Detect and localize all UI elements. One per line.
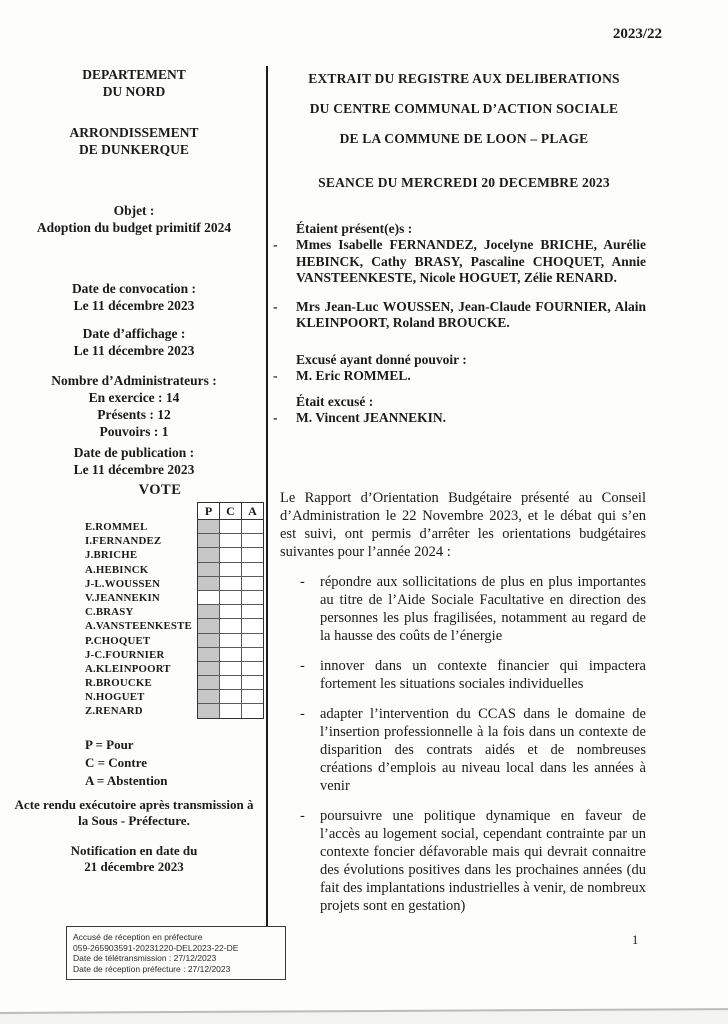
vote-cell — [220, 676, 242, 689]
vote-table-row — [198, 662, 263, 676]
list-dash-marker: - — [300, 573, 305, 590]
list-dash-marker: - — [273, 237, 278, 252]
vote-cell — [198, 520, 220, 533]
orientation-bullet — [268, 807, 660, 915]
vote-voter-name: J-L.WOUSSEN — [85, 577, 161, 590]
orientation-bullet-text: innover dans un contexte financier qui impactera fortement les situations sociales individuelles — [320, 657, 646, 692]
vote-cell — [242, 548, 263, 561]
orientation-bullet — [268, 705, 660, 795]
convocation-value: Le 11 décembre 2023 — [73, 298, 195, 313]
stamp-line: Accusé de réception en préfecture — [73, 932, 203, 942]
vote-cell — [198, 605, 220, 618]
vote-cell — [220, 605, 242, 618]
vote-legend — [85, 736, 255, 790]
orientation-bullet-text: poursuivre une politique dynamique en faveur de l’accès au logement social, cependant contrainte par un contexte foncier défavorable mais qui devrait connaitre des évolutions positives dans les prochaines années (du fait des implantations industrielles à venir, de nombreux projets sont en gestation) — [320, 807, 646, 914]
vote-cell — [242, 634, 263, 647]
notification-note — [0, 843, 268, 875]
department-line: DU NORD — [102, 84, 166, 99]
vote-legend-line: P = Pour — [85, 737, 134, 752]
vote-table-row — [198, 619, 263, 633]
vote-cell — [242, 619, 263, 632]
vote-cell — [220, 634, 242, 647]
arrondissement-line: DE DUNKERQUE — [79, 142, 189, 157]
administrateurs-line: En exercice : 14 — [88, 390, 180, 405]
publication-label: Date de publication : — [73, 445, 195, 460]
present-item-text: Mmes Isabelle FERNANDEZ, Jocelyne BRICHE, Aurélie HEBINCK, Cathy BRASY, Pascaline CHOQUET, Annie VANSTEENKESTE, Nicole HOGUET, Zélie RENARD. — [296, 237, 646, 285]
convocation-label: Date de convocation : — [71, 281, 197, 296]
vote-cell — [242, 534, 263, 547]
excuse-pouvoir-item — [268, 368, 660, 385]
vote-cell — [198, 704, 220, 717]
administrateurs-label: Nombre d’Administrateurs : — [51, 373, 217, 388]
excuse-pouvoir-label: Excusé ayant donné pouvoir : — [296, 351, 467, 367]
vote-cell — [220, 662, 242, 675]
excuse-pouvoir-item-text: M. Eric ROMMEL. — [296, 367, 411, 383]
page-number: 1 — [632, 933, 639, 947]
list-dash-marker: - — [273, 410, 278, 425]
vote-voter-name: R.BROUCKE — [85, 677, 152, 690]
vote-legend-line: C = Contre — [85, 755, 148, 770]
list-dash-marker: - — [300, 807, 305, 824]
vote-cell — [242, 591, 263, 604]
vote-table-row — [198, 534, 263, 548]
arrondissement-block — [0, 124, 268, 158]
vote-cell — [198, 577, 220, 590]
vote-cell — [220, 520, 242, 533]
objet-label: Objet : — [113, 203, 155, 218]
vote-cell — [198, 690, 220, 703]
seance-heading: SEANCE DU MERCREDI 20 DECEMBRE 2023 — [318, 175, 610, 190]
vote-cell — [220, 648, 242, 661]
vote-cell — [198, 534, 220, 547]
stamp-line: Date de réception préfecture : 27/12/2023 — [73, 963, 231, 974]
vote-table-row — [198, 690, 263, 704]
vote-voter-name: Z.RENARD — [85, 705, 143, 718]
vote-table-row — [198, 520, 263, 534]
stamp-line: 059-265903591-20231220-DEL2023-22-DE — [73, 942, 239, 953]
vote-table-row — [198, 605, 263, 619]
vote-cell — [220, 619, 242, 632]
vote-column-header: A — [248, 504, 257, 518]
vote-cell — [220, 577, 242, 590]
vote-column-header: P — [198, 503, 220, 519]
objet-block — [0, 202, 268, 236]
vote-legend-line: A = Abstention — [85, 773, 168, 788]
vote-cell — [198, 676, 220, 689]
vote-voter-name: P.CHOQUET — [85, 634, 151, 647]
vote-voter-name: J.BRICHE — [85, 549, 138, 562]
vote-cell — [242, 648, 263, 661]
vote-cell — [198, 548, 220, 561]
vote-voter-name: N.HOGUET — [85, 691, 145, 704]
list-dash-marker: - — [273, 298, 278, 314]
administrateurs-line: Pouvoirs : 1 — [99, 424, 169, 439]
vote-title: VOTE — [138, 482, 182, 498]
vote-voter-name: A.KLEINPOORT — [85, 662, 171, 675]
list-dash-marker: - — [300, 705, 305, 722]
vote-cell — [242, 662, 263, 675]
vote-column-header: C — [220, 503, 242, 519]
list-dash-marker: - — [273, 367, 278, 383]
administrateurs-line: Présents : 12 — [97, 407, 171, 422]
main-column — [268, 60, 660, 915]
present-item — [268, 237, 660, 287]
publication-value: Le 11 décembre 2023 — [73, 462, 195, 477]
vote-table-row — [198, 676, 263, 690]
vote-cell — [242, 520, 263, 533]
vote-table-body — [198, 520, 263, 718]
vote-cell — [198, 648, 220, 661]
vote-table — [197, 502, 264, 719]
intro-paragraph: Le Rapport d’Orientation Budgétaire présenté au Conseil d’Administration le 22 Novembre 2023, et le débat qui s’en est suivi, ont permis d’arrêter les orientations budgétaires suivantes pour l’année 2024 : — [280, 489, 646, 560]
vote-cell — [242, 605, 263, 618]
vote-cell — [198, 591, 220, 604]
vote-cell — [242, 577, 263, 590]
objet-value: Adoption du budget primitif 2024 — [36, 220, 232, 235]
notification-line: Notification en date du — [70, 843, 198, 858]
affichage-value: Le 11 décembre 2023 — [73, 343, 195, 358]
vote-voter-name: C.BRASY — [85, 606, 134, 619]
vote-voter-name: J-C.FOURNIER — [85, 648, 165, 661]
deliberation-body — [268, 489, 660, 915]
document-title — [268, 70, 660, 147]
vote-cell — [220, 591, 242, 604]
title-line: DE LA COMMUNE DE LOON – PLAGE — [339, 131, 589, 146]
arrondissement-line: ARRONDISSEMENT — [69, 125, 199, 140]
vote-table-header — [198, 503, 263, 520]
vote-cell — [220, 563, 242, 576]
vote-cell — [198, 563, 220, 576]
department-block — [0, 66, 268, 100]
vote-table-row — [198, 548, 263, 562]
affichage-date-block — [0, 325, 268, 359]
title-line: DU CENTRE COMMUNAL D’ACTION SOCIALE — [309, 101, 619, 116]
vote-table-row — [198, 563, 263, 577]
vote-table-row — [198, 591, 263, 605]
vote-cell — [242, 690, 263, 703]
present-label: Étaient présent(e)s : — [296, 221, 413, 236]
executoire-note: Acte rendu exécutoire après transmission à la Sous - Préfecture. — [14, 797, 254, 828]
vote-cell — [198, 662, 220, 675]
vote-cell — [220, 690, 242, 703]
list-dash-marker: - — [300, 657, 305, 674]
vote-cell — [198, 619, 220, 632]
vote-cell — [220, 534, 242, 547]
vote-voter-name: A.HEBINCK — [85, 563, 149, 576]
excuse-item-text: M. Vincent JEANNEKIN. — [296, 410, 447, 425]
vote-voter-names-list — [85, 520, 192, 719]
publication-date-block — [0, 444, 268, 478]
vote-voter-name: E.ROMMEL — [85, 521, 148, 533]
attendance-section — [268, 221, 660, 427]
vote-cell — [198, 634, 220, 647]
stamp-line: Date de télétransmission : 27/12/2023 — [73, 953, 217, 963]
vote-table-row — [198, 634, 263, 648]
vote-voter-name: A.VANSTEENKESTE — [85, 620, 192, 633]
orientation-bullet — [268, 573, 660, 645]
orientation-bullet-text: adapter l’intervention du CCAS dans le domaine de l’insertion professionnelle à la fois dans un contexte de disparition des contrats aidés et de nombreuses créations d’emplois au niveau local dans les années à venir — [320, 705, 646, 794]
prefecture-receipt-stamp — [66, 926, 286, 980]
excuse-item — [268, 410, 660, 427]
vote-cell — [220, 548, 242, 561]
affichage-label: Date d’affichage : — [82, 326, 186, 341]
vote-voter-name: I.FERNANDEZ — [85, 535, 162, 548]
department-line: DEPARTEMENT — [82, 67, 186, 82]
vote-cell — [242, 563, 263, 576]
orientation-bullet-text: répondre aux sollicitations de plus en plus importantes au titre de l’Aide Sociale Facultative en direction des personnes les plus fragilisées, notamment au regard de la hausse des coûts de l’énergie — [320, 573, 646, 644]
vote-table-row — [198, 704, 263, 717]
document-reference-number: 2023/22 — [612, 26, 662, 42]
present-item — [268, 299, 660, 332]
excuse-label: Était excusé : — [296, 394, 374, 409]
administrateurs-block — [0, 372, 268, 440]
vote-voter-name: V.JEANNEKIN — [85, 591, 160, 604]
scan-artifact — [0, 1008, 728, 1024]
orientation-bullet — [268, 657, 660, 693]
vote-table-row — [198, 648, 263, 662]
present-item-text: Mrs Jean-Luc WOUSSEN, Jean-Claude FOURNIER, Alain KLEINPOORT, Roland BROUCKE. — [296, 298, 646, 330]
convocation-date-block — [0, 280, 268, 314]
vote-cell — [220, 704, 242, 717]
vote-cell — [242, 676, 263, 689]
notification-line: 21 décembre 2023 — [84, 859, 184, 874]
vote-cell — [242, 704, 263, 717]
vote-table-row — [198, 577, 263, 591]
title-line: EXTRAIT DU REGISTRE AUX DELIBERATIONS — [308, 71, 620, 86]
